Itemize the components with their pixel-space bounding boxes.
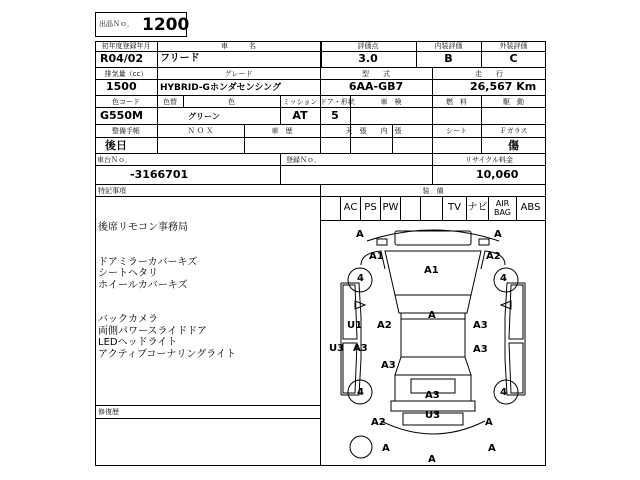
damage-mark-tire-rl: 4 [357,387,364,398]
label-seat: シート [446,127,467,135]
equipment-item: ナビ [466,196,488,220]
label-reg-no: 登録Ｎｏ． [286,156,321,164]
damage-mark-tire-rr: 4 [500,387,507,398]
note-item: ホイールカバーキズ [98,279,188,291]
label-equipment: 装 備 [422,187,444,195]
value-score: 3.0 [358,52,378,65]
damage-mark-tire-fl: 4 [357,273,364,284]
equipment-item: AIR BAG [488,196,516,220]
value-mileage: 26,567 Km [470,80,537,93]
damage-mark-A3-right-rear: A3 [473,344,488,355]
note-item: 両側パワースライドドア [98,325,207,337]
note-item: バックカメラ [98,314,158,325]
lot-label: 出品Ｎｏ． [99,20,134,28]
label-drive: 駆 動 [503,98,524,106]
value-recycle: 10,060 [476,168,519,181]
note-item: シートヘタリ [98,268,158,279]
label-maintenance: 整備手帳 [112,127,140,135]
damage-mark-A-bumper-right: A [488,443,496,454]
lot-number: 1200 [142,15,190,35]
label-model: 型 式 [362,70,390,78]
label-color-code: 色コード [112,98,140,106]
value-mission: AT [292,109,308,122]
damage-mark-A-front-right: A [494,229,502,240]
value-color-code: G550M [100,109,143,122]
label-history: 車 歴 [271,127,293,135]
damage-mark-A3-left-qtr: A3 [381,360,396,371]
value-maintenance: 後日 [105,139,127,152]
damage-mark-A2-front-right: A2 [486,251,501,262]
damage-mark-A-bumper-left: A [382,443,390,454]
label-doors: ドア・形状 [320,98,355,106]
equipment-item: PW [380,196,400,220]
damage-mark-tire-fr: 4 [500,273,507,284]
equipment-item: PS [360,196,380,220]
value-first-reg: R04/02 [100,52,144,65]
label-name: 車 名 [221,42,256,50]
value-displacement: 1500 [106,80,137,93]
note-item: 後席リモコン事務局 [98,222,188,233]
damage-mark-A3-left-rear: A3 [353,343,368,354]
damage-mark-A1-front-left: A1 [369,251,384,262]
label-interior: 内装評価 [434,42,463,50]
label-inspection: 車 検 [380,98,402,106]
label-repair: 修復歴 [98,408,119,416]
damage-mark-A3-rear: A3 [425,390,440,401]
value-name: フリード [160,53,200,64]
label-color: 色 [228,98,235,106]
value-fglass: 傷 [508,139,519,152]
equipment-item: TV [442,196,466,220]
damage-mark-A1-hood: A1 [424,265,439,276]
label-chassis: 車台Ｎｏ． [97,156,132,164]
damage-mark-U3-rear: U3 [425,410,441,421]
label-exterior: 外装評価 [499,42,528,50]
label-fuel: 燃 料 [446,98,467,106]
note-item: LEDヘッドライト [98,337,178,348]
damage-mark-U1-left: U1 [347,320,363,331]
label-recycle: リサイクル料金 [464,156,514,164]
value-exterior: C [509,52,518,65]
label-color-type: 色替 [163,98,177,106]
damage-mark-U3-left: U3 [329,343,345,354]
label-interior-cond: 内 張 [380,127,402,135]
label-displacement: 排気量（cc） [104,70,148,78]
label-mission: ミッション [282,98,318,106]
damage-mark-A-rear-right: A [485,417,493,428]
value-grade: HYBRID-Gホンダセンシング [160,83,281,93]
equipment-item: AC [340,196,360,220]
label-sunroof: 天 張 [345,127,367,135]
value-model: 6AA-GB7 [348,80,404,93]
damage-mark-A2-rear-left: A2 [371,417,386,428]
damage-mark-A3-right-front: A3 [473,320,488,331]
label-grade: グレード [224,70,253,78]
damage-mark-A2-left-door: A2 [377,320,392,331]
value-color: グリーン [188,112,220,121]
equipment-item: ABS [516,196,544,220]
damage-mark-A-roof: A [428,310,436,321]
label-fglass: Ｆガラス [499,127,528,135]
note-item: ドアミラーカバーキズ [98,256,198,268]
value-interior: B [444,52,453,65]
label-mileage: 走 行 [475,70,503,78]
label-notes: 特記事項 [98,187,126,195]
label-score: 評価点 [357,42,379,50]
value-chassis: -3166701 [130,168,189,181]
damage-mark-A-bumper-center: A [428,454,436,465]
label-first-reg: 初年度登録年月 [101,42,151,50]
label-nox: Ｎ Ｏ Ｘ [187,127,214,135]
damage-mark-A-front-left: A [356,229,364,240]
value-doors: 5 [331,109,339,122]
note-item: アクティブコーナリングライト [98,348,236,360]
